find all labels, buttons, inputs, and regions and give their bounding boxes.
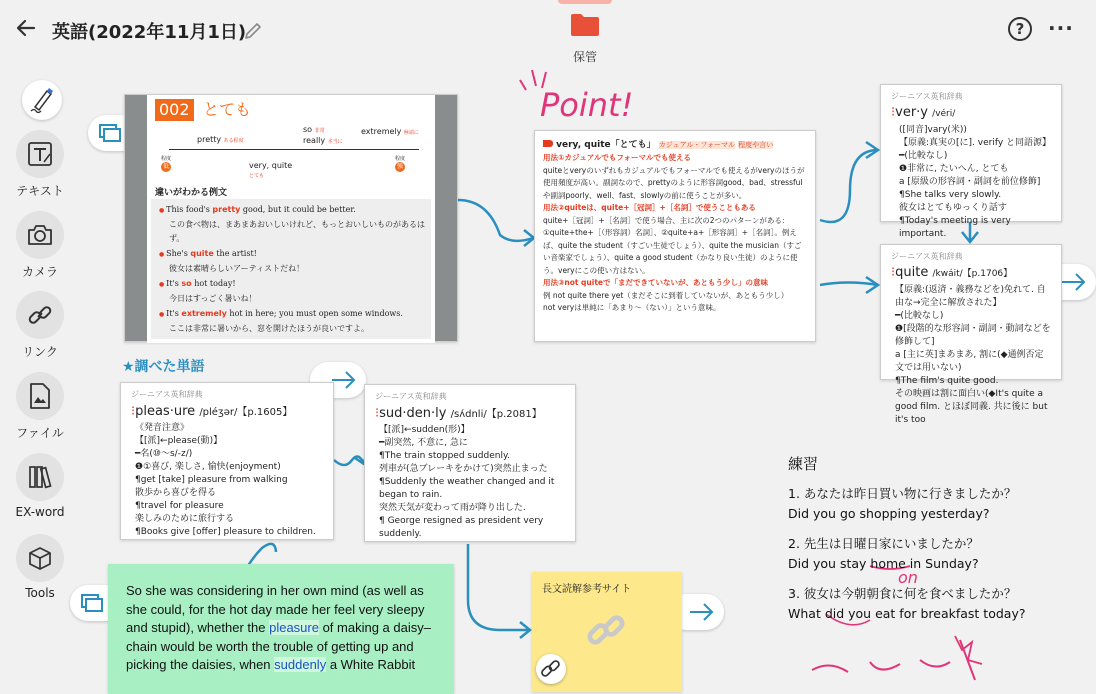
dictionary-line: 【原義:(返済・義務などを)免れて. 自由な→完全に解放された】 — [895, 285, 1046, 308]
dictionary-card-quite[interactable] — [880, 244, 1062, 425]
connector-arrow — [820, 150, 878, 222]
link-tool-label: リンク — [22, 345, 58, 359]
point-body — [543, 152, 807, 315]
point-line: quite+［冠詞］+［名詞］で使う場合、主に次の2つのパターンがある：①quite+the+［（形容詞）名詞］、②quite+a+［形容詞］+［名詞］。例えば、quite the student（すごい生徒でしょう）、quite the musician（すごい音楽家でしょう）、quite a good student（かなり良い生徒）のように使う。veryにこの使い方はない。 — [543, 215, 802, 275]
linked-word-suddenly[interactable]: suddenly — [274, 657, 327, 672]
practice-note[interactable] — [788, 454, 1078, 634]
dictionary-line: ¶She talks very slowly. — [899, 190, 1002, 200]
practice-item — [788, 534, 1078, 574]
example-ja: 彼女は素晴らしいアーティストだね！ — [169, 264, 305, 273]
dictionary-card-suddenly[interactable] — [364, 384, 576, 542]
dictionary-line: ¶The train stopped suddenly. — [379, 451, 510, 461]
dictionary-line: ━(比較なし) — [895, 311, 944, 321]
point-line: 用法①カジュアルでもフォーマルでも使える — [543, 153, 692, 162]
example-bullet: ● — [159, 311, 167, 318]
example-en: It's — [166, 309, 182, 318]
point-annotation: Point! — [540, 86, 634, 124]
lesson-heading: とても — [203, 100, 252, 119]
dictionary-line: ❶①喜び, 楽しさ, 愉快(enjoyment) — [135, 462, 281, 472]
dictionary-source: ジーニアス英和辞典 — [131, 390, 203, 399]
example-en: good, but it could be better. — [240, 205, 356, 214]
example-ja: この食べ物は、まあまあおいしいけれど、もっとおいしいものがあるはず。 — [169, 220, 425, 243]
dictionary-line: 列車が(急ブレーキをかけて)突然止まった — [379, 464, 548, 474]
point-note-card[interactable] — [534, 130, 816, 342]
example-item — [159, 277, 425, 306]
dictionary-line: ¶ George resigned as president very suddenly. — [379, 516, 544, 539]
practice-answer-en: Did you stay home in Sunday? — [788, 556, 979, 571]
practice-answer-en: What did you eat for breakfast today? — [788, 606, 1026, 621]
dictionary-line: 【原義:真実の[に]. verify と同語源】 — [899, 138, 1052, 148]
dictionary-line: ¶travel for pleasure — [135, 501, 224, 511]
dictionary-line: ¶get [take] pleasure from walking — [135, 475, 288, 485]
dictionary-line: 散歩から喜びを得る — [135, 488, 217, 498]
practice-answer-en: Did you go shopping yesterday? — [788, 506, 990, 521]
scale-word: extremely 極端に — [361, 127, 419, 136]
example-ja: ここは非常に暑いから、窓を開けたほうが良いですよ。 — [169, 324, 369, 333]
dictionary-body — [891, 284, 1051, 427]
text-tool-label: テキスト — [16, 184, 64, 198]
dictionary-line: ━名(⑩～s/-z/) — [135, 449, 193, 459]
dictionary-line: ━副突然, 不意に, 急に — [379, 438, 468, 448]
practice-heading: 練習 — [788, 455, 819, 473]
storage-label: 保管 — [572, 50, 597, 64]
dictionary-headword: ⁝pleas·ure /pléʒər/【p.1605】 — [131, 404, 293, 419]
point-line: 用法③not quiteで「まだできていないが、あともう少し」の意味 — [543, 278, 768, 287]
point-title: very, quite「とても」 カジュアル・フォーマル 程度や言い — [543, 137, 807, 150]
practice-item — [788, 584, 1078, 624]
example-subheading: 違いがわかる例文 — [155, 188, 228, 198]
dictionary-source: ジーニアス英和辞典 — [375, 392, 447, 401]
connector-arrow — [458, 200, 533, 241]
point-line: 例 not quite there yet（まだそこに到着していないが、あともう少し） — [543, 290, 789, 300]
point-line: not veryは単純に「あまり～（ない）」という意味。 — [543, 303, 721, 312]
dictionary-line: ¶Books give [offer] pleasure to children. — [135, 527, 316, 537]
dictionary-line: ❶[段階的な形容詞・副詞・動詞などを修飾して] — [895, 324, 1051, 347]
dictionary-line: 《発音注意》 — [135, 423, 190, 433]
link-icon — [536, 654, 566, 684]
point-line: 用法②quiteは、quite+［冠詞］+［名詞］で使うこともある — [543, 203, 756, 212]
example-en: This food's — [166, 205, 213, 214]
practice-question-ja: 2. 先生は日曜日家にいましたか？ — [788, 536, 979, 551]
point-line: quiteとveryのいずれもカジュアルでもフォーマルでも使えるがveryのほうが使用頻度が高い。副詞なので、prettyのように形容詞good、bad、stressfulや副詞poorly、well、fast、slowlyの前に使うことが多い。 — [543, 165, 805, 200]
textbook-card[interactable] — [124, 94, 458, 342]
dictionary-line: a [原級の形容詞・副詞を前位修飾] — [899, 177, 1041, 187]
example-ja: 今日はすっごく暑いね！ — [169, 294, 257, 303]
scale-low: 程度 低 — [161, 156, 172, 170]
site-card-title: 長文読解参考サイト — [542, 584, 632, 595]
dictionary-line: その映画は割に面白い(◆It's quite a good film. とほぼ同義. 共に後に but it's too — [895, 389, 1048, 425]
scale-word: very, quite とても — [249, 161, 293, 179]
example-emphasis: so — [181, 279, 192, 288]
dictionary-line: ━(比較なし) — [899, 151, 948, 161]
example-en: hot in here; you must open some windows. — [226, 309, 403, 318]
example-en: She's — [166, 249, 191, 258]
example-emphasis: pretty — [212, 205, 241, 214]
open-link-button[interactable] — [536, 654, 566, 684]
example-en: the artist! — [213, 249, 257, 258]
example-item — [159, 203, 425, 246]
linked-word-pleasure[interactable]: pleasure — [269, 620, 319, 635]
example-bullet: ● — [159, 281, 167, 288]
dictionary-line: 【[派]←please(動)】 — [135, 436, 223, 446]
dictionary-body — [131, 422, 323, 539]
dictionary-line: 楽しみのために旅行する — [135, 514, 235, 524]
connector-arrow — [820, 283, 878, 286]
dictionary-source: ジーニアス英和辞典 — [891, 252, 963, 261]
dictionary-line: 突然天気が変わって雨が降り出した. — [379, 503, 526, 513]
tools-label: Tools — [25, 586, 55, 600]
dictionary-source: ジーニアス英和辞典 — [891, 92, 963, 101]
example-en: It's — [166, 279, 182, 288]
exword-tool-label: EX-word — [15, 505, 65, 519]
looked-up-words-annotation: ★調べた単語 — [122, 359, 205, 375]
dictionary-line: ([同音]vary(米)) — [899, 125, 967, 135]
dictionary-line: ¶Suddenly the weather changed and it began to rain. — [379, 477, 555, 500]
page-title: 英語(2022年11月1日) — [52, 22, 247, 43]
link-placeholder-icon — [584, 608, 628, 652]
help-icon[interactable]: ? — [1008, 17, 1032, 41]
example-emphasis: extremely — [181, 309, 227, 318]
scale-high: 程度 強 — [395, 156, 406, 170]
example-bullet: ● — [159, 207, 167, 214]
dictionary-body — [891, 124, 1051, 241]
practice-question-ja: 1. あなたは昨日買い物に行きましたか？ — [788, 486, 1017, 501]
dictionary-headword: ⁝quite /kwáit/【p.1706】 — [891, 265, 1013, 280]
practice-item — [788, 484, 1078, 524]
scale-word: so 非常 really 本当に — [303, 125, 343, 145]
scale-word: pretty ある程度 — [197, 135, 244, 144]
example-item — [159, 307, 425, 336]
dictionary-body — [375, 424, 565, 541]
practice-question-ja: 3. 彼女は今朝朝食に何を食べましたか？ — [788, 586, 1017, 601]
correction-annotation: on — [898, 568, 918, 587]
example-emphasis: quite — [190, 249, 214, 258]
camera-tool-label: カメラ — [21, 265, 58, 279]
more-options-icon[interactable]: ··· — [1048, 16, 1074, 40]
degree-scale — [169, 149, 419, 150]
dictionary-headword: ⁝ver·y /véri/ — [891, 105, 956, 120]
dictionary-line: 彼女はとてもゆっくり話す — [899, 203, 1007, 213]
dictionary-line: 【[派]←sudden(形)】 — [379, 425, 470, 435]
practice-list — [788, 484, 1078, 624]
reading-text-note[interactable]: So she was considering in her own mind (as well as she could, for the hot day made her feel very sleepy and stupid), whether the pleasure of making a daisy–chain would be worth the trouble of getting up and picking the daisies, when suddenly a White Rabbit — [108, 564, 454, 694]
dictionary-line: ¶Today's meeting is very important. — [899, 216, 1011, 239]
dictionary-card-pleasure[interactable] — [120, 382, 334, 540]
example-list — [159, 203, 425, 337]
file-tool-label: ファイル — [16, 426, 64, 440]
example-en: hot today! — [191, 279, 236, 288]
dictionary-line: ¶The film's quite good. — [895, 376, 999, 386]
example-bullet: ● — [159, 251, 167, 258]
dictionary-card-very[interactable] — [880, 84, 1062, 239]
dictionary-headword: ⁝sud·den·ly /sʌ́dnli/【p.2081】 — [375, 406, 542, 421]
dictionary-line: ❶非常に, たいへん, とても — [899, 164, 1009, 174]
example-item — [159, 247, 425, 276]
lesson-number: 002 — [155, 99, 194, 121]
dictionary-line: a [主に英]まあまあ, 割に(◆通例否定文では用いない) — [895, 350, 1044, 373]
